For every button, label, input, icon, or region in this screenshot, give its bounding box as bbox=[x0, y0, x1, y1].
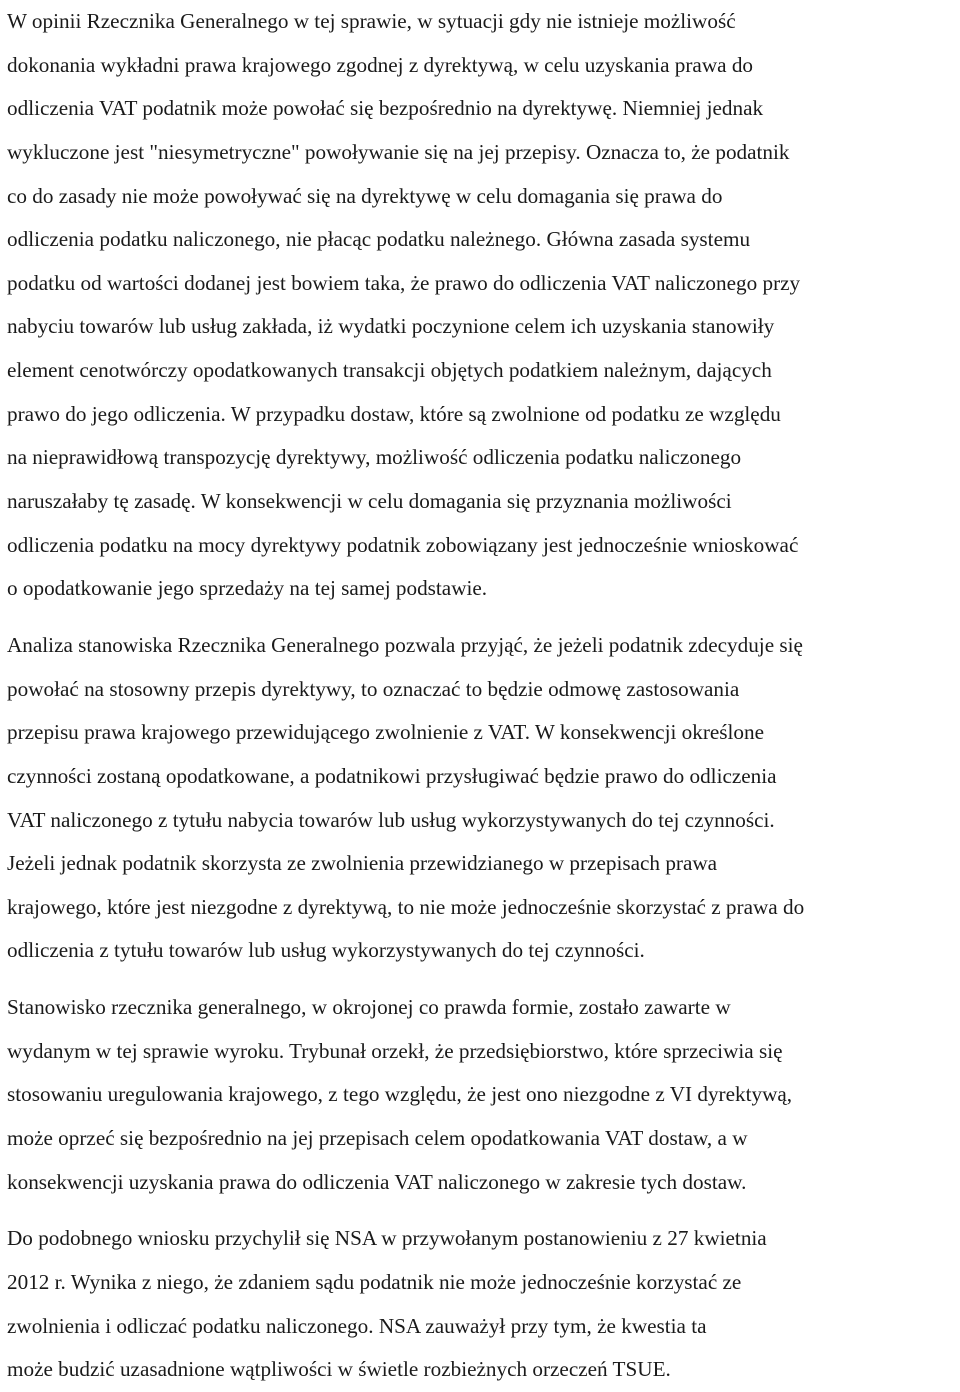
text-line: odliczenia podatku naliczonego, nie płacąc podatku należnego. Główna zasada systemu bbox=[7, 227, 751, 252]
text-line: Stanowisko rzecznika generalnego, w okrojonej co prawda formie, zostało zawarte w bbox=[7, 995, 731, 1020]
text-line: odliczenia VAT podatnik może powołać się bezpośrednio na dyrektywę. Niemniej jednak bbox=[7, 96, 764, 121]
paragraph-3 bbox=[7, 986, 959, 1204]
text-line: na nieprawidłową transpozycję dyrektywy, możliwość odliczenia podatku naliczonego bbox=[7, 445, 742, 470]
text-line: co do zasady nie może powoływać się na dyrektywę w celu domagania się prawa do bbox=[7, 183, 723, 208]
text-line: VAT naliczonego z tytułu nabycia towarów lub usług wykorzystywanych do tej czynności. bbox=[7, 807, 775, 832]
paragraph-2 bbox=[7, 624, 959, 973]
text-line: element cenotwórczy opodatkowanych transakcji objętych podatkiem należnym, dających bbox=[7, 358, 772, 383]
text-line: czynności zostaną opodatkowane, a podatnikowi przysługiwać będzie prawo do odliczenia bbox=[7, 763, 777, 788]
text-line: konsekwencji uzyskania prawa do odliczenia VAT naliczonego w zakresie tych dostaw. bbox=[7, 1169, 747, 1194]
text-line: odliczenia z tytułu towarów lub usług wykorzystywanych do tej czynności. bbox=[7, 938, 645, 963]
paragraph-spacer bbox=[7, 1204, 959, 1217]
text-line: powołać na stosowny przepis dyrektywy, to oznaczać to będzie odmowę zastosowania bbox=[7, 676, 740, 701]
text-line: Jeżeli jednak podatnik skorzysta ze zwolnienia przewidzianego w przepisach prawa bbox=[7, 851, 718, 876]
text-line: odliczenia podatku na mocy dyrektywy podatnik zobowiązany jest jednocześnie wnioskować bbox=[7, 532, 799, 557]
paragraph-4 bbox=[7, 1217, 959, 1392]
text-line: dokonania wykładni prawa krajowego zgodnej z dyrektywą, w celu uzyskania prawa do bbox=[7, 52, 754, 77]
paragraph-spacer bbox=[7, 973, 959, 986]
text-line: Analiza stanowiska Rzecznika Generalnego pozwala przyjąć, że jeżeli podatnik zdecyduje się bbox=[7, 632, 803, 657]
text-line: 2012 r. Wynika z niego, że zdaniem sądu podatnik nie może jednocześnie korzystać ze bbox=[7, 1269, 742, 1294]
text-line: prawo do jego odliczenia. W przypadku dostaw, które są zwolnione od podatku ze względu bbox=[7, 401, 781, 426]
text-line: zwolnienia i odliczać podatku naliczonego. NSA zauważył przy tym, że kwestia ta bbox=[7, 1313, 707, 1338]
text-line: podatku od wartości dodanej jest bowiem taka, że prawo do odliczenia VAT naliczonego przy bbox=[7, 270, 801, 295]
text-line: może budzić uzasadnione wątpliwości w świetle rozbieżnych orzeczeń TSUE. bbox=[7, 1357, 671, 1382]
text-line: przepisu prawa krajowego przewidującego zwolnienie z VAT. W konsekwencji określone bbox=[7, 720, 765, 745]
text-line: wykluczone jest "niesymetryczne" powoływanie się na jej przepisy. Oznacza to, że podatnik bbox=[7, 139, 790, 164]
text-line: o opodatkowanie jego sprzedaży na tej samej podstawie. bbox=[7, 576, 488, 601]
paragraph-1 bbox=[7, 0, 959, 611]
paragraph-spacer bbox=[7, 611, 959, 624]
text-line: nabyciu towarów lub usług zakłada, iż wydatki poczynione celem ich uzyskania stanowiły bbox=[7, 314, 775, 339]
text-line: stosowaniu uregulowania krajowego, z tego względu, że jest ono niezgodne z VI dyrektywą, bbox=[7, 1082, 793, 1107]
text-line: wydanym w tej sprawie wyroku. Trybunał orzekł, że przedsiębiorstwo, które sprzeciwia się bbox=[7, 1038, 783, 1063]
text-line: krajowego, które jest niezgodne z dyrektywą, to nie może jednocześnie skorzystać z prawa do bbox=[7, 894, 805, 919]
text-line: może oprzeć się bezpośrednio na jej przepisach celem opodatkowania VAT dostaw, a w bbox=[7, 1126, 748, 1151]
text-line: Do podobnego wniosku przychylił się NSA w przywołanym postanowieniu z 27 kwietnia bbox=[7, 1226, 767, 1251]
text-line: naruszałaby tę zasadę. W konsekwencji w celu domagania się przyznania możliwości bbox=[7, 489, 732, 514]
text-line: W opinii Rzecznika Generalnego w tej sprawie, w sytuacji gdy nie istnieje możliwość bbox=[7, 9, 736, 33]
document-body bbox=[7, 0, 959, 1392]
